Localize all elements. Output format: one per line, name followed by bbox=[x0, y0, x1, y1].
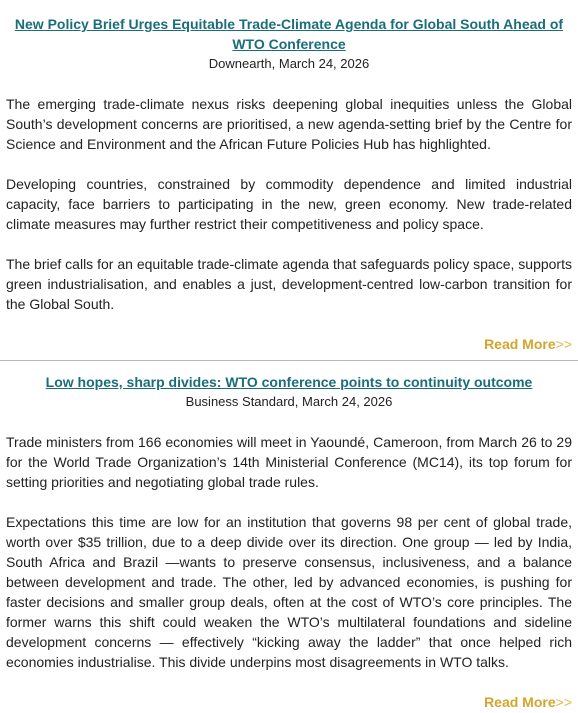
double-arrow-icon: >> bbox=[555, 694, 572, 710]
article-paragraph: Developing countries, constrained by commodity dependence and limited industrial capacity, face barriers to participating in the new, green economy. New trade-related climate measures may further restrict their competitiveness and policy space. bbox=[6, 176, 572, 232]
article-source-date: Downearth, March 24, 2026 bbox=[208, 56, 370, 71]
article-title-link[interactable]: New Policy Brief Urges Equitable Trade-Climate Agenda for Global South Ahead of WTO Conference bbox=[14, 16, 564, 52]
read-more-label: Read More bbox=[484, 336, 556, 352]
article-body bbox=[6, 432, 572, 672]
double-arrow-icon: >> bbox=[555, 336, 572, 352]
article-source-date: Business Standard, March 24, 2026 bbox=[185, 394, 393, 409]
read-more-label: Read More bbox=[484, 694, 556, 710]
read-more-link[interactable] bbox=[484, 336, 572, 352]
read-more-row bbox=[6, 334, 572, 354]
article-paragraph: Trade ministers from 166 economies will meet in Yaoundé, Cameroon, from March 26 to 29 for the World Trade Organization’s 14th Ministerial Conference (MC14), its top forum for setting priorities and negotiating global trade rules. bbox=[6, 434, 572, 490]
read-more-row bbox=[6, 692, 572, 712]
article-paragraph: The emerging trade-climate nexus risks deepening global inequities unless the Global South’s development concerns are prioritised, a new agenda-setting brief by the Centre for Science and Environment and the African Future Policies Hub has highlighted. bbox=[6, 96, 572, 152]
read-more-link[interactable] bbox=[484, 694, 572, 710]
article-body bbox=[6, 94, 572, 314]
news-article bbox=[0, 0, 578, 354]
article-title-link[interactable]: Low hopes, sharp divides: WTO conference points to continuity outcome bbox=[45, 374, 533, 390]
article-paragraph: Expectations this time are low for an institution that governs 98 per cent of global trade, worth over $35 trillion, due to a deep divide over its direction. One group — led by India, South Africa and Brazil —wants to preserve consensus, inclusiveness, and a balance between development and trade. The other, led by advanced economies, is pushing for faster decisions and smaller group deals, often at the cost of WTO’s core principles. The former warns this shift could weaken the WTO’s multilateral foundations and sideline development concerns — effectively “kicking away the ladder” that once helped rich economies industrialise. This divide underpins most disagreements in WTO talks. bbox=[6, 514, 572, 670]
article-paragraph: The brief calls for an equitable trade-climate agenda that safeguards policy space, supports green industrialisation, and enables a just, development-centred low-carbon transition for the Global South. bbox=[6, 256, 572, 312]
news-article bbox=[0, 361, 578, 712]
